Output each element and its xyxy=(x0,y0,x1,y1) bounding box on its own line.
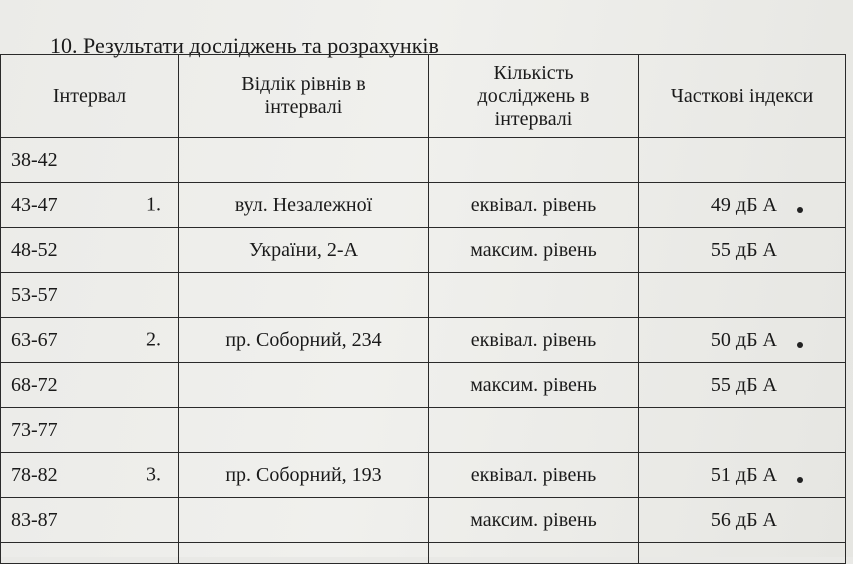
cell-levels: вул. Незалежної xyxy=(179,183,429,228)
interval-value: 63-67 xyxy=(11,328,58,351)
index-value: 50 дБ А xyxy=(710,328,777,351)
index-value: 55 дБ А xyxy=(710,373,777,396)
cell-interval xyxy=(1,453,179,498)
header-levels xyxy=(179,55,429,138)
cell-levels xyxy=(179,363,429,408)
cell-index xyxy=(639,183,846,228)
bullet-mark-icon xyxy=(797,342,803,348)
table-row xyxy=(1,543,846,564)
cell-interval xyxy=(1,318,179,363)
cell-index xyxy=(639,498,846,543)
cell-count: еквівал. рівень xyxy=(429,183,639,228)
cell-index xyxy=(639,363,846,408)
bullet-mark-icon xyxy=(797,477,803,483)
empty-cell xyxy=(429,543,639,564)
index-value: 49 дБ А xyxy=(710,193,777,216)
header-count-text: Кількість досліджень в інтервалі xyxy=(477,61,590,130)
empty-cell xyxy=(1,543,179,564)
bullet-mark-icon xyxy=(797,207,803,213)
cell-levels: пр. Соборний, 234 xyxy=(179,318,429,363)
table-row xyxy=(1,363,846,408)
cell-interval xyxy=(1,498,179,543)
interval-value: 38-42 xyxy=(11,148,58,171)
interval-value: 78-82 xyxy=(11,463,58,486)
index-value: 56 дБ А xyxy=(710,508,777,531)
header-interval: Інтервал xyxy=(1,55,179,138)
interval-value: 43-47 xyxy=(11,193,58,216)
cell-count: максим. рівень xyxy=(429,498,639,543)
cell-levels xyxy=(179,498,429,543)
cell-levels xyxy=(179,273,429,318)
cell-levels: пр. Соборний, 193 xyxy=(179,453,429,498)
table-row xyxy=(1,273,846,318)
cell-count xyxy=(429,273,639,318)
location-number: 1. xyxy=(146,193,161,216)
cell-interval xyxy=(1,408,179,453)
cell-index xyxy=(639,318,846,363)
cell-index xyxy=(639,228,846,273)
empty-cell xyxy=(179,543,429,564)
cell-interval xyxy=(1,273,179,318)
interval-value: 48-52 xyxy=(11,238,58,261)
cell-index xyxy=(639,138,846,183)
location-number: 2. xyxy=(146,328,161,351)
table-row xyxy=(1,138,846,183)
cell-count: максим. рівень xyxy=(429,228,639,273)
table-row xyxy=(1,183,846,228)
table-row xyxy=(1,498,846,543)
cell-count xyxy=(429,408,639,453)
cell-index xyxy=(639,453,846,498)
interval-value: 73-77 xyxy=(11,418,58,441)
interval-value: 53-57 xyxy=(11,283,58,306)
table-row xyxy=(1,408,846,453)
location-number: 3. xyxy=(146,463,161,486)
cell-count xyxy=(429,138,639,183)
table-row xyxy=(1,318,846,363)
table-row xyxy=(1,228,846,273)
header-levels-text: Відлік рівнів в інтервалі xyxy=(241,73,366,118)
header-count xyxy=(429,55,639,138)
cell-count: еквівал. рівень xyxy=(429,453,639,498)
index-value: 55 дБ А xyxy=(710,238,777,261)
header-indices: Часткові індекси xyxy=(639,55,846,138)
cell-levels: України, 2-А xyxy=(179,228,429,273)
results-table xyxy=(0,54,846,564)
empty-cell xyxy=(639,543,846,564)
cell-interval xyxy=(1,183,179,228)
index-value: 51 дБ А xyxy=(710,463,777,486)
cell-count: максим. рівень xyxy=(429,363,639,408)
cell-levels xyxy=(179,138,429,183)
table-header-row xyxy=(1,55,846,138)
cell-count: еквівал. рівень xyxy=(429,318,639,363)
cell-interval xyxy=(1,138,179,183)
table-body xyxy=(1,138,846,564)
table-row xyxy=(1,453,846,498)
cell-interval xyxy=(1,228,179,273)
cell-index xyxy=(639,408,846,453)
cell-levels xyxy=(179,408,429,453)
interval-value: 83-87 xyxy=(11,508,58,531)
cell-index xyxy=(639,273,846,318)
cell-interval xyxy=(1,363,179,408)
section-title: 10. Результати досліджень та розрахунків xyxy=(50,33,439,58)
interval-value: 68-72 xyxy=(11,373,58,396)
